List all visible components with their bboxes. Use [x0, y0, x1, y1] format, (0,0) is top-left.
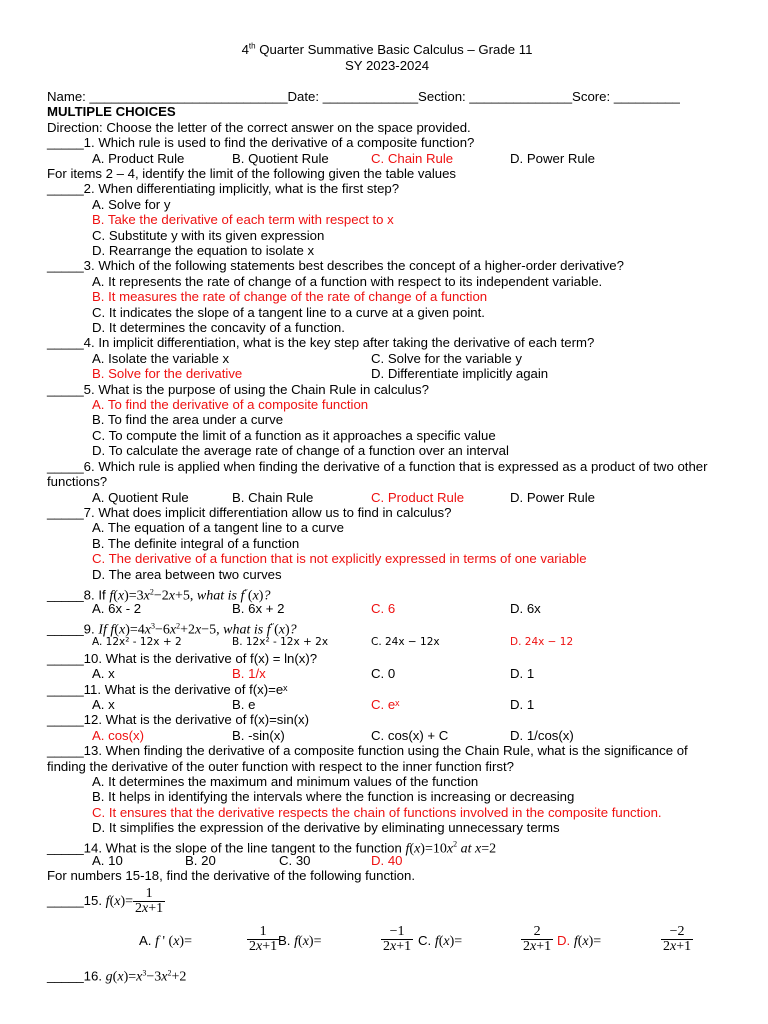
- answer-blank[interactable]: _____: [47, 712, 84, 728]
- choices-1: [47, 151, 727, 166]
- question-15: _____15. f(x)= $\frac{1}{2x+1}$: [47, 886, 164, 917]
- answer-blank[interactable]: _____: [47, 504, 84, 520]
- choice: B. e: [232, 696, 256, 712]
- choice-correct: C. eˣ: [371, 696, 400, 712]
- question-2: _____2. When differentiating implicitly, what is the first step?: [47, 181, 400, 197]
- question-16: _____16. $g(x)=x^3-3x^2+2$: [47, 968, 187, 985]
- school-year: SY 2023-2024: [344, 58, 430, 73]
- choice: D. It simplifies the expression of the derivative by eliminating unnecessary terms: [92, 820, 560, 836]
- fraction: $\frac{-2}{2x+1}$: [663, 924, 692, 955]
- question-7: _____7. What does implicit differentiation allow us to find in calculus?: [47, 504, 452, 520]
- choice: A. 6x - 2: [92, 600, 142, 616]
- question-5: _____5. What is the purpose of using the Chain Rule in calculus?: [47, 381, 429, 397]
- math-expression: g: [105, 970, 113, 985]
- choice: C. Substitute y with its given expression: [92, 227, 325, 243]
- math-expression: f: [109, 588, 114, 604]
- answer-blank[interactable]: _____: [47, 458, 84, 474]
- choice: B. It helps in identifying the intervals where the function is increasing or decreasing: [92, 789, 575, 805]
- choice-correct: C. 6: [371, 600, 396, 616]
- answer-blank[interactable]: _____: [47, 335, 84, 351]
- choice: B. The definite integral of a function: [92, 535, 300, 551]
- choices-15: [47, 925, 727, 959]
- answer-blank[interactable]: _____: [47, 258, 84, 274]
- choices-11: [47, 697, 727, 712]
- choice-correct: D. 40: [371, 852, 403, 868]
- choice: A. The equation of a tangent line to a curve: [92, 520, 344, 536]
- choice-correct: B. 1/x: [232, 666, 266, 682]
- choice: D. To calculate the average rate of change of a function over an interval: [92, 443, 509, 459]
- choice-correct: C. Chain Rule: [371, 150, 454, 166]
- question-13: _____13. When finding the derivative of a composite function using the Chain Rule, what is the significance of finding the derivative of the outer function with respect to the inner function first?: [47, 743, 688, 774]
- question-12: _____12. What is the derivative of f(x)=sin(x): [47, 712, 310, 728]
- choice: D. 1/cos(x): [510, 727, 574, 743]
- answer-blank[interactable]: _____: [47, 893, 84, 909]
- choice: D. 6x: [510, 600, 541, 616]
- fraction: $\frac{1}{2x+1}$: [135, 886, 164, 917]
- answer-blank[interactable]: _____: [47, 650, 84, 666]
- choice: D. It determines the concavity of a function.: [92, 320, 345, 336]
- document-title: 4th Quarter Summative Basic Calculus – Grade 11: [241, 41, 533, 57]
- choice-correct: D. f(x)=: [557, 933, 602, 950]
- items-note: For numbers 15-18, find the derivative of the following function.: [47, 867, 415, 883]
- choices-9: [47, 635, 727, 650]
- answer-blank[interactable]: _____: [47, 587, 84, 603]
- choice: A. Isolate the variable x: [92, 350, 230, 366]
- choice: B. 12x² - 12x + 2x: [232, 636, 329, 649]
- choice: C. 30: [279, 852, 311, 868]
- choice: A. It represents the rate of change of a function with respect to its independent variable.: [92, 273, 603, 289]
- choices-4b: [47, 366, 727, 381]
- choices-6: [47, 490, 727, 505]
- math-expression: If f: [98, 622, 115, 638]
- question-8: _____8. If $f(x)=3x^2-2x+5$, what is f′′(x)?: [47, 586, 271, 604]
- fraction: $\frac{-1}{2x+1}$: [383, 924, 412, 955]
- fraction: $\frac{1}{2x+1}$: [249, 924, 278, 955]
- choice-correct: D. 24x − 12: [510, 636, 574, 649]
- choice: B. 20: [185, 852, 216, 868]
- choice: A. 10: [92, 852, 123, 868]
- choice-correct: C. It ensures that the derivative respects the chain of functions involved in the composite function.: [92, 804, 662, 820]
- section-title: MULTIPLE CHOICES: [47, 104, 176, 120]
- answer-blank[interactable]: _____: [47, 969, 84, 984]
- choice: C. To compute the limit of a function as it approaches a specific value: [92, 427, 496, 443]
- choice: D. Power Rule: [510, 150, 596, 166]
- choice: A. x: [92, 696, 115, 712]
- choice: B. To find the area under a curve: [92, 412, 284, 428]
- question-6: _____6. Which rule is applied when finding the derivative of a function that is expressed as a product of two other functions?: [47, 458, 708, 490]
- choice: A. x: [92, 666, 115, 682]
- answer-blank[interactable]: _____: [47, 681, 84, 697]
- choice: D. Power Rule: [510, 489, 596, 505]
- choice: A. Product Rule: [92, 150, 185, 166]
- answer-blank[interactable]: _____: [47, 743, 84, 759]
- choice: C. cos(x) + C: [371, 727, 449, 743]
- math-expression: f: [405, 841, 410, 857]
- answer-blank[interactable]: _____: [47, 135, 84, 151]
- student-info-line[interactable]: Name: ___________________________Date: _____________Section: ______________Score: _________: [47, 89, 680, 104]
- choice: A. f ' (x)=: [139, 933, 192, 950]
- choice-correct: C. The derivative of a function that is not explicitly expressed in terms of one variable: [92, 551, 587, 567]
- choice: D. Rearrange the equation to isolate x: [92, 243, 315, 259]
- choice-correct: A. To find the derivative of a composite function: [92, 397, 369, 413]
- choice-correct: C. Product Rule: [371, 489, 465, 505]
- choices-8: [47, 601, 727, 616]
- math-expression: f: [105, 894, 110, 910]
- choices-4a: [47, 351, 727, 366]
- choice: A. Quotient Rule: [92, 489, 189, 505]
- choice: D. The area between two curves: [92, 566, 282, 582]
- question-1: _____1. Which rule is used to find the derivative of a composite function?: [47, 135, 475, 151]
- answer-blank[interactable]: _____: [47, 381, 84, 397]
- choice: C. 0: [371, 666, 396, 682]
- answer-blank[interactable]: _____: [47, 181, 84, 197]
- question-4: _____4. In implicit differentiation, what is the key step after taking the derivative of each term?: [47, 335, 595, 351]
- choice: C. Solve for the variable y: [371, 350, 522, 366]
- choice-correct: B. Take the derivative of each term with respect to x: [92, 212, 394, 228]
- answer-blank[interactable]: _____: [47, 840, 84, 856]
- choice-correct: B. It measures the rate of change of the rate of change of a function: [92, 289, 488, 305]
- question-10: _____10. What is the derivative of f(x) = ln(x)?: [47, 650, 318, 666]
- choice: B. 6x + 2: [232, 600, 285, 616]
- choices-10: [47, 666, 727, 681]
- choice: B. -sin(x): [232, 727, 285, 743]
- question-3: _____3. Which of the following statements best describes the concept of a higher-order derivative?: [47, 258, 624, 274]
- fraction: $\frac{2}{2x+1}$: [523, 924, 552, 955]
- choice: A. 12x² - 12x + 2: [92, 636, 182, 649]
- choice: C. f(x)=: [418, 933, 463, 950]
- choice: D. Differentiate implicitly again: [371, 366, 549, 382]
- choices-14: [47, 853, 727, 868]
- choice: B. f(x)=: [278, 933, 322, 950]
- choice: B. Quotient Rule: [232, 150, 329, 166]
- question-11: _____11. What is the derivative of f(x)=eˣ: [47, 681, 288, 697]
- question-9: _____9. If $f(x)=4x^3-6x^2+2x-5$, what is f′′(x)?: [47, 621, 297, 638]
- choices-12: [47, 728, 727, 743]
- answer-blank[interactable]: _____: [47, 621, 84, 637]
- choice: B. Chain Rule: [232, 489, 314, 505]
- choice: C. It indicates the slope of a tangent line to a curve at a given point.: [92, 304, 485, 320]
- choice: D. 1: [510, 666, 535, 682]
- choice: D. 1: [510, 696, 535, 712]
- choice: C. 24x − 12x: [371, 636, 440, 649]
- quiz-page: [47, 42, 727, 983]
- choice: A. Solve for y: [92, 196, 171, 212]
- choice: A. It determines the maximum and minimum values of the function: [92, 773, 479, 789]
- directions: Direction: Choose the letter of the correct answer on the space provided.: [47, 119, 471, 135]
- choice-correct: B. Solve for the derivative: [92, 366, 243, 382]
- question-14: _____14. What is the slope of the line tangent to the function $f(x)=10x^2$ at x=2: [47, 839, 497, 857]
- items-note: For items 2 – 4, identify the limit of the following given the table values: [47, 166, 457, 182]
- choice-correct: A. cos(x): [92, 727, 145, 743]
